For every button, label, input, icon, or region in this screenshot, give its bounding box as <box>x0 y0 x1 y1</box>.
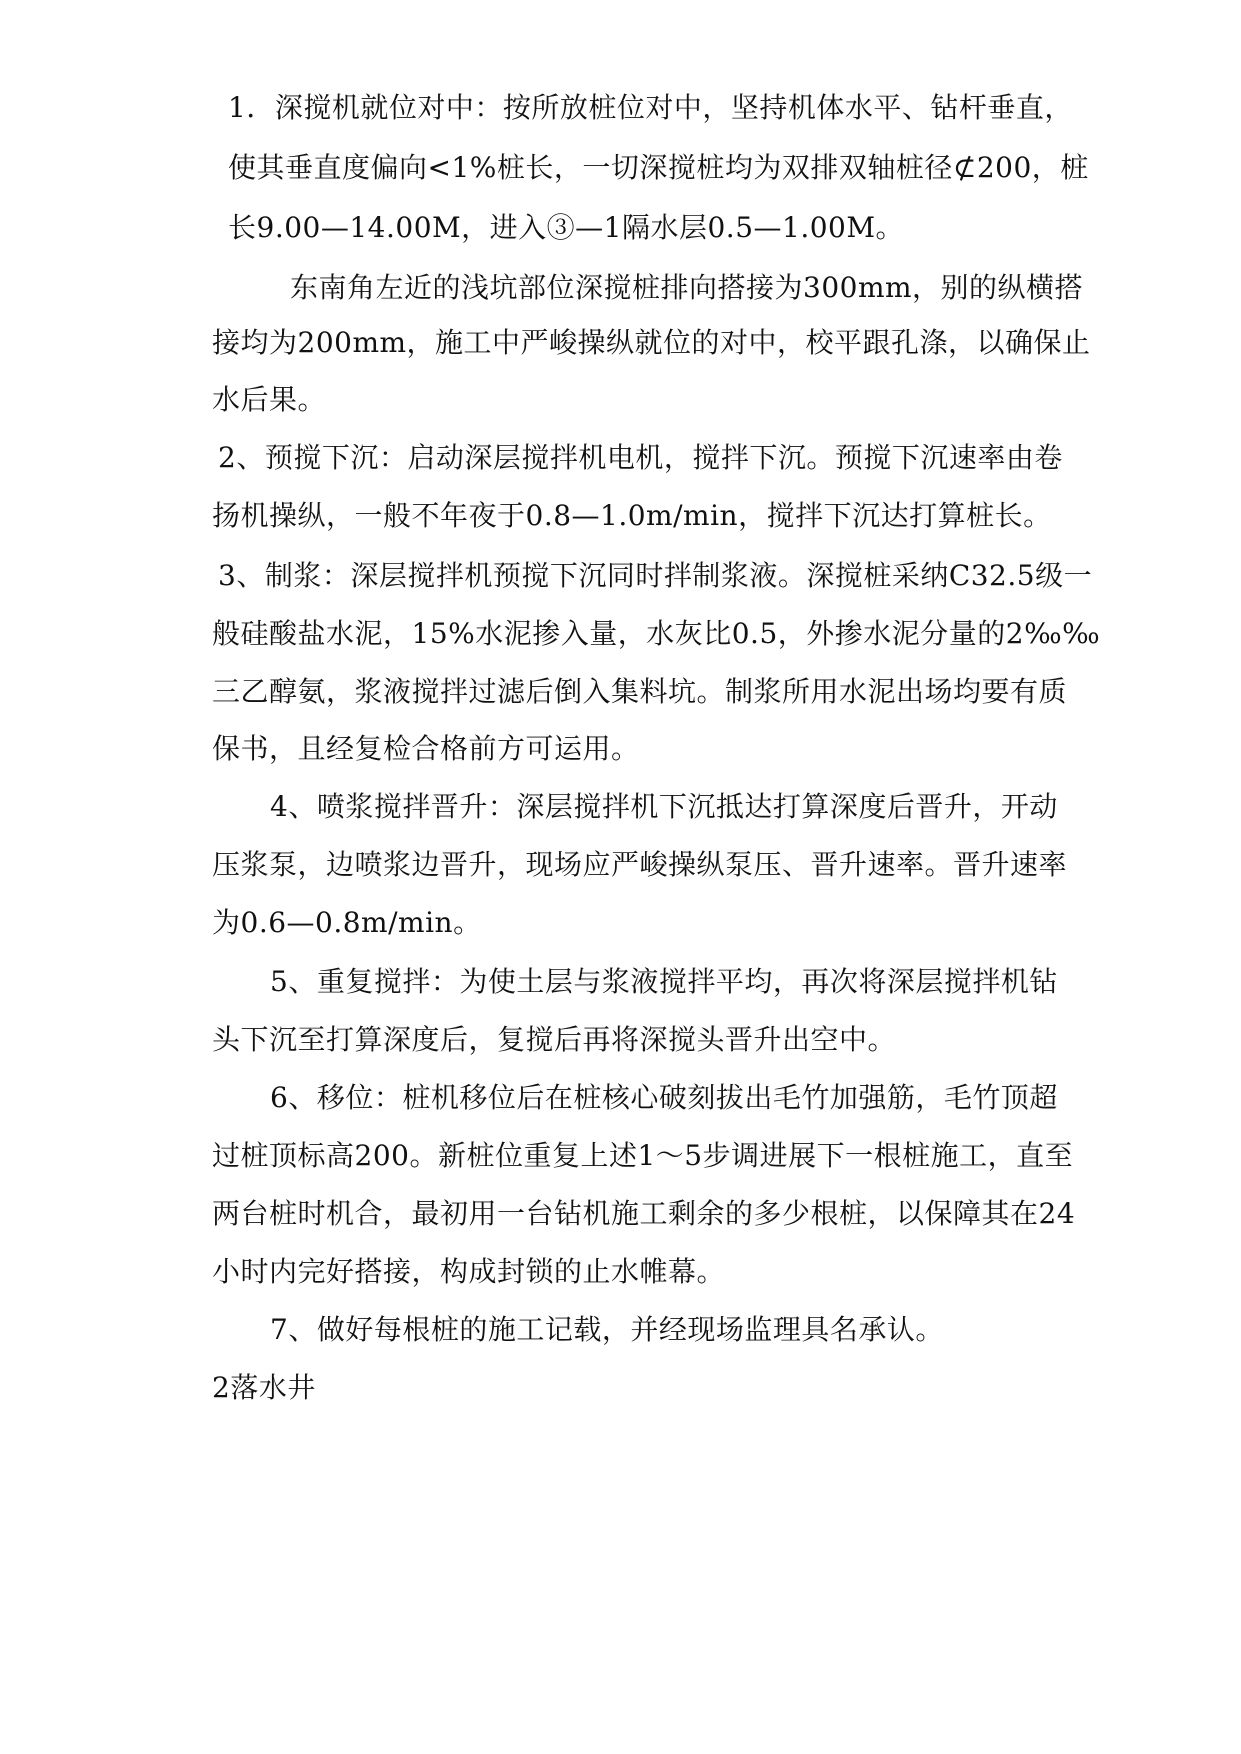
text-line: 般硅酸盐水泥，15%水泥掺入量，水灰比0.5，外掺水泥分量的2‰‰ <box>212 617 1101 650</box>
text-line: 使其垂直度偏向<1%桩长，一切深搅桩均为双排双轴桩径⊄200，桩 <box>228 151 1089 184</box>
text-line: 7、做好每根桩的施工记载，并经现场监理具名承认。 <box>270 1313 944 1346</box>
text-line: 保书，且经复检合格前方可运用。 <box>212 732 640 765</box>
text-line: 5、重复搅拌：为使土层与浆液搅拌平均，再次将深层搅拌机钻 <box>270 965 1058 998</box>
text-line: 两台桩时机合，最初用一台钻机施工剩余的多少根桩，以保障其在24 <box>212 1197 1076 1230</box>
text-line: 2落水井 <box>212 1371 316 1404</box>
text-line: 三乙醇氨，浆液搅拌过滤后倒入集料坑。制浆所用水泥出场均要有质 <box>212 675 1068 708</box>
text-line: 1．深搅机就位对中：按所放桩位对中，坚持机体水平、钻杆垂直， <box>228 91 1073 124</box>
text-line: 6、移位：桩机移位后在桩核心破刻拔出毛竹加强筋，毛竹顶超 <box>270 1081 1058 1114</box>
text-line: 长9.00—14.00M，进入③—1隔水层0.5—1.00M。 <box>228 211 905 244</box>
text-line: 东南角左近的浅坑部位深搅桩排向搭接为300mm，别的纵横搭 <box>290 271 1084 304</box>
text-line: 2、预搅下沉：启动深层搅拌机电机，搅拌下沉。预搅下沉速率由卷 <box>218 441 1063 474</box>
text-line: 水后果。 <box>212 383 327 416</box>
text-line: 小时内完好搭接，构成封锁的止水帷幕。 <box>212 1255 726 1288</box>
text-line: 接均为200mm，施工中严峻操纵就位的对中，校平跟孔涤，以确保止 <box>212 326 1091 359</box>
text-line: 压浆泵，边喷浆边晋升，现场应严峻操纵泵压、晋升速率。晋升速率 <box>212 848 1068 881</box>
text-line: 扬机操纵，一般不年夜于0.8—1.0m/min，搅拌下沉达打算桩长。 <box>212 499 1052 532</box>
text-line: 4、喷浆搅拌晋升：深层搅拌机下沉抵达打算深度后晋升，开动 <box>270 790 1058 823</box>
text-line: 为0.6—0.8m/min。 <box>212 906 482 939</box>
text-line: 头下沉至打算深度后，复搅后再将深搅头晋升出空中。 <box>212 1023 897 1056</box>
text-line: 过桩顶标高200。新桩位重复上述1～5步调进展下一根桩施工，直至 <box>212 1139 1074 1172</box>
text-line: 3、制浆：深层搅拌机预搅下沉同时拌制浆液。深搅桩采纳C32.5级一 <box>218 559 1093 592</box>
